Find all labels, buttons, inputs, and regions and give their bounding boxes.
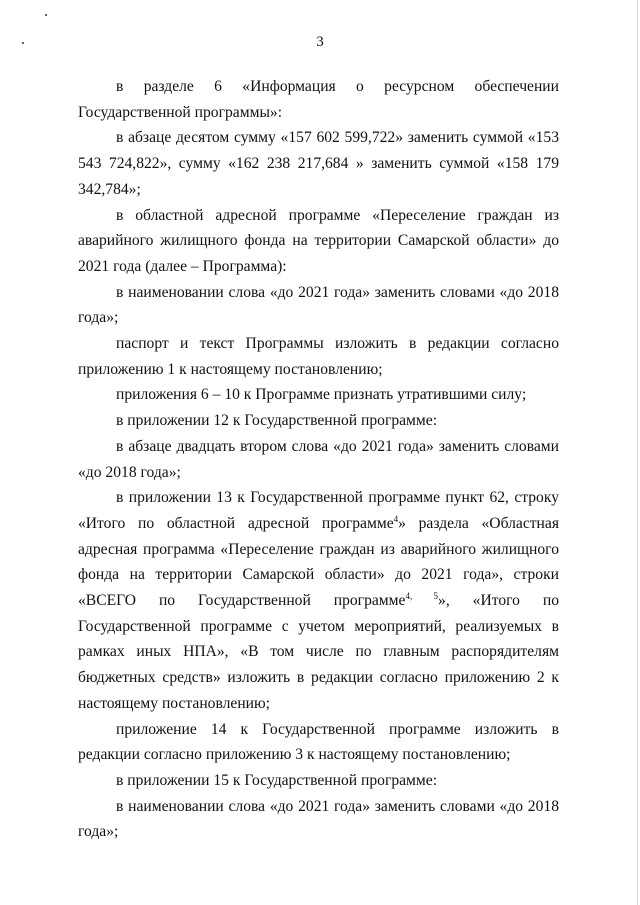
- paragraph: в приложении 12 к Государственной программе:: [116, 412, 438, 430]
- paragraph: приложение 14 к Государственной программе изложить в редакции согласно приложению 3 к настоящему постановлению;: [78, 720, 559, 764]
- paragraph: в наименовании слова «до 2021 года» заменить словами «до 2018 года»;: [78, 797, 559, 841]
- paragraph: в приложении 15 к Государственной программе:: [116, 771, 438, 789]
- document-body: [78, 74, 559, 845]
- paragraph: в абзаце двадцать втором слова «до 2021 года» заменить словами «до 2018 года»;: [78, 437, 559, 481]
- paragraph-with-footnotes: [78, 485, 559, 716]
- paragraph: паспорт и текст Программы изложить в редакции согласно приложению 1 к настоящему постановлению;: [78, 335, 559, 378]
- paragraph-text: в приложении 13 к Государственной программе пункт 62, строку «Итого по областной адресной программе: [78, 489, 559, 532]
- footnote-marker: 4: [393, 513, 399, 524]
- page-number: 3: [316, 34, 324, 50]
- scan-speck: [45, 14, 47, 16]
- paragraph: в разделе 6 «Информация о ресурсном обеспечении Государственной программы»:: [78, 78, 559, 121]
- paragraph-text: », «Итого по Государственной программе с учетом мероприятий, реализуемых в рамках иных НПА», «В том числе по главным распорядителям бюджетных средств» изложить в редакции согласно приложению 2 к настоящему постановлению;: [78, 592, 560, 712]
- paragraph: в абзаце десятом сумму «157 602 599,722» заменить суммой «153 543 724,822», сумму «162 238 217,684 » заменить суммой «158 179 342,784»;: [78, 129, 559, 198]
- paragraph: в областной адресной программе «Переселение граждан из аварийного жилищного фонда на территории Самарской области» до 2021 года (далее – Программа):: [78, 206, 559, 275]
- paragraph: приложения 6 – 10 к Программе признать утратившими силу;: [116, 386, 527, 404]
- footnote-marker: 4, 5: [405, 590, 439, 601]
- page-edge: [637, 0, 638, 905]
- paragraph: в наименовании слова «до 2021 года» заменить словами «до 2018 года»;: [78, 283, 559, 327]
- paragraph-text: » раздела «Областная адресная программа «Переселение граждан из аварийного жилищного фонда на территории Самарской области» до 2021 года», строки «ВСЕГО по Государственной программе: [78, 514, 559, 610]
